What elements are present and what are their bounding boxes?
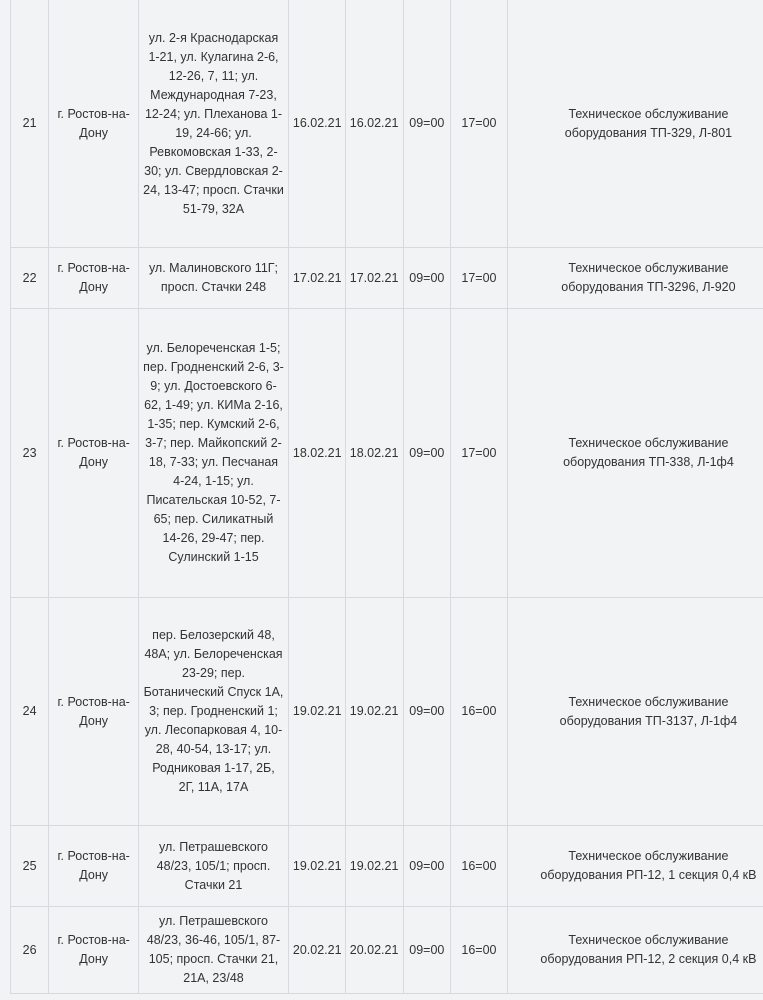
table-row xyxy=(11,0,763,248)
description-line-2: оборудования ТП-338, Л-1ф4 xyxy=(563,455,734,469)
date-start-cell: 20.02.21 xyxy=(288,907,345,994)
work-description-cell xyxy=(507,0,763,248)
work-description-cell xyxy=(507,598,763,826)
city-cell: г. Ростов-на-Дону xyxy=(49,598,139,826)
address-cell xyxy=(139,598,289,826)
address-text: ул. Петрашевского 48/23, 105/1; просп. Стачки 21 xyxy=(156,839,271,892)
description-line-1: Техническое обслуживание xyxy=(568,106,729,121)
outage-schedule-table xyxy=(10,0,763,994)
table-row xyxy=(11,907,763,994)
time-start-cell: 09=00 xyxy=(403,598,451,826)
date-end-cell: 18.02.21 xyxy=(345,309,403,598)
date-end-cell: 17.02.21 xyxy=(345,248,403,309)
address-cell xyxy=(139,0,289,248)
date-start-cell: 19.02.21 xyxy=(288,826,345,907)
date-start-cell: 18.02.21 xyxy=(288,309,345,598)
date-start-cell: 16.02.21 xyxy=(288,0,345,248)
date-end-cell: 19.02.21 xyxy=(345,598,403,826)
row-number: 24 xyxy=(11,598,49,826)
work-description-cell xyxy=(507,826,763,907)
time-end-cell: 17=00 xyxy=(451,0,508,248)
date-end-cell: 20.02.21 xyxy=(345,907,403,994)
description-line-2: оборудования ТП-329, Л-801 xyxy=(564,125,733,140)
row-number: 25 xyxy=(11,826,49,907)
description-line-2: оборудования РП-12, 2 секция 0,4 кВ xyxy=(540,952,757,966)
description-line-1: Техническое обслуживание xyxy=(568,261,729,275)
work-description-cell xyxy=(507,907,763,994)
city-cell: г. Ростов-на-Дону xyxy=(49,309,139,598)
address-text: ул. Малиновского 11Г; просп. Стачки 248 xyxy=(148,261,279,294)
description-line-2: оборудования ТП-3137, Л-1ф4 xyxy=(559,713,738,728)
time-start-cell: 09=00 xyxy=(403,907,451,994)
city-cell: г. Ростов-на-Дону xyxy=(49,248,139,309)
date-end-cell: 16.02.21 xyxy=(345,0,403,248)
row-number: 26 xyxy=(11,907,49,994)
time-end-cell: 17=00 xyxy=(451,309,508,598)
work-description-cell xyxy=(507,248,763,309)
city-cell: г. Ростов-на-Дону xyxy=(49,826,139,907)
time-end-cell: 16=00 xyxy=(451,907,508,994)
date-start-cell: 17.02.21 xyxy=(288,248,345,309)
time-end-cell: 17=00 xyxy=(451,248,508,309)
table-row xyxy=(11,248,763,309)
work-description-cell xyxy=(507,309,763,598)
address-cell xyxy=(139,309,289,598)
description-line-2: оборудования РП-12, 1 секция 0,4 кВ xyxy=(540,868,757,882)
time-start-cell: 09=00 xyxy=(403,826,451,907)
description-line-2: оборудования ТП-3296, Л-920 xyxy=(561,280,736,294)
description-line-1: Техническое обслуживание xyxy=(568,933,729,947)
address-text: ул. Белореченская 1-5; пер. Гродненский 2-6, 3-9; ул. Достоевского 6-62, 1-49; ул. КИМа 2-16, 1-35; пер. Кумский 2-6, 3-7; пер. Майкопский 2-18, 7-33; ул. Песчаная 4-24, 1-15; ул. Писательская 10-52, 7-65; пер. Силикатный 14-26, 29-47; пер. Сулинский 1-15 xyxy=(143,341,284,564)
description-line-1: Техническое обслуживание xyxy=(568,436,729,450)
table-row xyxy=(11,309,763,598)
row-number: 23 xyxy=(11,309,49,598)
row-number: 22 xyxy=(11,248,49,309)
address-cell xyxy=(139,907,289,994)
time-start-cell: 09=00 xyxy=(403,309,451,598)
time-end-cell: 16=00 xyxy=(451,826,508,907)
city-cell: г. Ростов-на-Дону xyxy=(49,0,139,248)
time-start-cell: 09=00 xyxy=(403,0,451,248)
date-start-cell: 19.02.21 xyxy=(288,598,345,826)
row-number: 21 xyxy=(11,0,49,248)
description-line-1: Техническое обслуживание xyxy=(568,694,729,709)
address-cell xyxy=(139,248,289,309)
address-text: пер. Белозерский 48, 48А; ул. Белореченская 23-29; пер. Ботанический Спуск 1А, 3; пер. Гродненский 1; ул. Лесопарковая 4, 10-28, 40-54, 13-17; ул. Родниковая 1-17, 2Б, 2Г, 11А, 17А xyxy=(143,628,284,794)
city-cell: г. Ростов-на-Дону xyxy=(49,907,139,994)
address-text: ул. 2-я Краснодарская 1-21, ул. Кулагина 2-6, 12-26, 7, 11; ул. Международная 7-23, 12-24; ул. Плеханова 1-19, 24-66; ул. Ревкомовская 1-33, 2-30; ул. Свердловская 2-24, 13-47; просп. Стачки 51-79, 32А xyxy=(143,30,284,216)
address-text: ул. Петрашевского 48/23, 36-46, 105/1, 87-105; просп. Стачки 21, 21А, 23/48 xyxy=(146,914,281,985)
table-row xyxy=(11,826,763,907)
description-line-1: Техническое обслуживание xyxy=(568,849,729,863)
time-end-cell: 16=00 xyxy=(451,598,508,826)
table-row xyxy=(11,598,763,826)
date-end-cell: 19.02.21 xyxy=(345,826,403,907)
time-start-cell: 09=00 xyxy=(403,248,451,309)
address-cell xyxy=(139,826,289,907)
